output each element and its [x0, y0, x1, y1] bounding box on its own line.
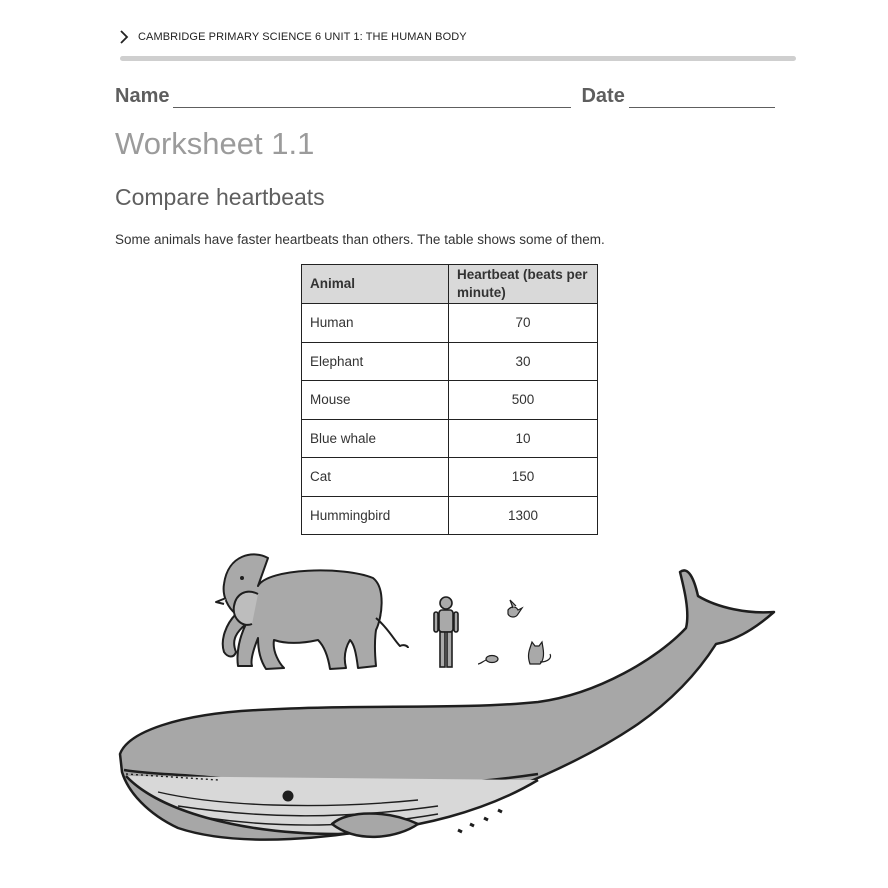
- table-row: [302, 496, 598, 535]
- table-row: [302, 342, 598, 381]
- name-date-row: [115, 85, 780, 108]
- cat-illustration: [529, 642, 551, 664]
- date-label: Date: [581, 85, 625, 107]
- column-header-heartbeat: Heartbeat (beats per minute): [449, 265, 598, 304]
- worksheet-subtitle: Compare heartbeats: [115, 184, 325, 210]
- table-row: [302, 419, 598, 458]
- animal-cell: Human: [302, 304, 449, 343]
- heartbeat-cell: 1300: [449, 496, 598, 535]
- animal-cell: Hummingbird: [302, 496, 449, 535]
- page-header: [118, 30, 467, 44]
- header-text: CAMBRIDGE PRIMARY SCIENCE 6 UNIT 1: THE HUMAN BODY: [138, 31, 467, 43]
- hummingbird-illustration: [508, 600, 522, 617]
- name-field-line[interactable]: [173, 89, 571, 108]
- table-row: [302, 304, 598, 343]
- table-row: [302, 381, 598, 420]
- animal-cell: Mouse: [302, 381, 449, 420]
- heartbeat-cell: 150: [449, 458, 598, 497]
- heartbeat-cell: 30: [449, 342, 598, 381]
- animal-cell: Elephant: [302, 342, 449, 381]
- worksheet-title: Worksheet 1.1: [115, 126, 315, 161]
- chevron-right-icon: [118, 30, 130, 44]
- date-field-line[interactable]: [629, 89, 775, 108]
- column-header-animal: Animal: [302, 265, 449, 304]
- name-label: Name: [115, 85, 170, 107]
- elephant-illustration: [216, 554, 408, 669]
- heartbeat-table: [301, 264, 598, 535]
- table-row: [302, 458, 598, 497]
- heartbeat-cell: 500: [449, 381, 598, 420]
- human-illustration: [434, 597, 458, 667]
- table-header-row: [302, 265, 598, 304]
- heartbeat-cell: 70: [449, 304, 598, 343]
- intro-text: Some animals have faster heartbeats than others. The table shows some of them.: [115, 232, 605, 247]
- animal-cell: Blue whale: [302, 419, 449, 458]
- mouse-illustration: [478, 656, 498, 665]
- animals-illustration: [118, 548, 782, 888]
- animal-cell: Cat: [302, 458, 449, 497]
- header-rule: [120, 56, 796, 61]
- heartbeat-cell: 10: [449, 419, 598, 458]
